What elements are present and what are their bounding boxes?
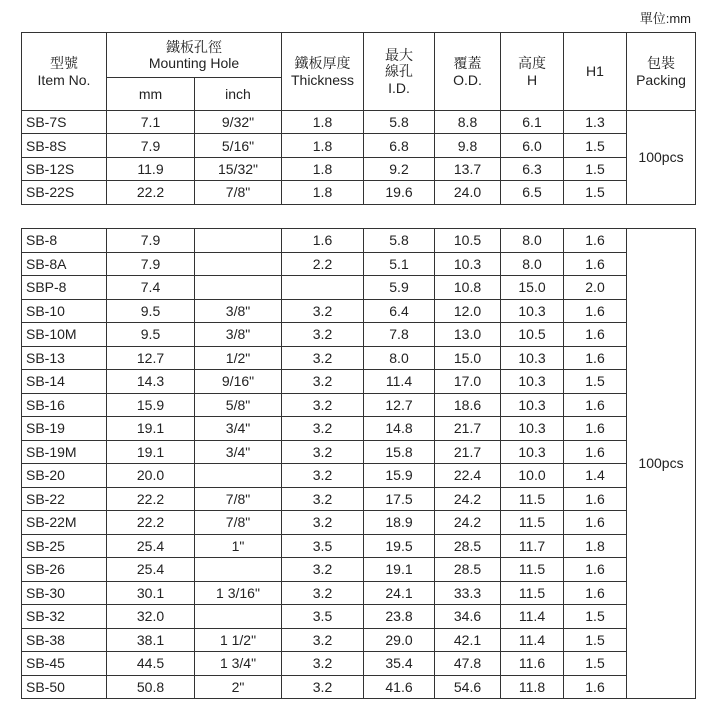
value-cell: 23.8 <box>364 605 435 629</box>
table-row <box>22 558 696 582</box>
value-cell: 11.4 <box>501 628 564 652</box>
value-cell: 17.0 <box>435 370 501 394</box>
value-cell: 3.2 <box>282 487 364 511</box>
value-cell: 3.2 <box>282 299 364 323</box>
value-cell: 11.5 <box>501 581 564 605</box>
value-cell <box>195 464 282 488</box>
value-cell: 14.8 <box>364 417 435 441</box>
value-cell: 3.2 <box>282 417 364 441</box>
value-cell: 5.8 <box>364 229 435 253</box>
value-cell: 10.8 <box>435 276 501 300</box>
value-cell: 47.8 <box>435 652 501 676</box>
value-cell: 5.1 <box>364 252 435 276</box>
value-cell: 11.8 <box>501 675 564 699</box>
item-no-cell: SB-38 <box>22 628 107 652</box>
value-cell: 6.4 <box>364 299 435 323</box>
value-cell: 2" <box>195 675 282 699</box>
value-cell: 9.5 <box>107 323 195 347</box>
table-row <box>22 276 696 300</box>
value-cell: 38.1 <box>107 628 195 652</box>
value-cell: 6.5 <box>501 181 564 204</box>
header-thickness-zh: 鐵板厚度 <box>294 55 351 72</box>
header-thickness <box>282 33 364 111</box>
value-cell: 1.8 <box>282 111 364 134</box>
value-cell: 1.6 <box>564 252 627 276</box>
value-cell: 1.5 <box>564 370 627 394</box>
value-cell: 22.2 <box>107 511 195 535</box>
packing-cell: 100pcs <box>627 111 696 205</box>
value-cell: 2.2 <box>282 252 364 276</box>
value-cell: 6.1 <box>501 111 564 134</box>
table-row <box>22 111 696 134</box>
table-row <box>22 652 696 676</box>
table-row <box>22 157 696 180</box>
table-row <box>22 487 696 511</box>
value-cell: 7.9 <box>107 134 195 157</box>
header-id <box>364 33 435 111</box>
value-cell: 35.4 <box>364 652 435 676</box>
header-item-en: Item No. <box>37 71 91 88</box>
value-cell: 6.3 <box>501 157 564 180</box>
table-row <box>22 417 696 441</box>
value-cell: 3.2 <box>282 558 364 582</box>
header-item-zh: 型號 <box>50 55 78 72</box>
value-cell: 10.3 <box>501 393 564 417</box>
value-cell: 3.2 <box>282 652 364 676</box>
value-cell: 10.3 <box>501 370 564 394</box>
item-no-cell: SB-25 <box>22 534 107 558</box>
item-no-cell: SB-10 <box>22 299 107 323</box>
header-mounting-zh: 鐵板孔徑 <box>166 38 222 55</box>
value-cell: 1.6 <box>564 393 627 417</box>
value-cell: 1.6 <box>564 511 627 535</box>
value-cell: 10.3 <box>501 299 564 323</box>
item-no-cell: SB-8 <box>22 229 107 253</box>
value-cell: 19.1 <box>107 440 195 464</box>
value-cell: 5.8 <box>364 111 435 134</box>
value-cell: 3.2 <box>282 511 364 535</box>
table-row <box>22 346 696 370</box>
value-cell: 7.4 <box>107 276 195 300</box>
item-no-cell: SB-12S <box>22 157 107 180</box>
value-cell: 20.0 <box>107 464 195 488</box>
value-cell <box>195 252 282 276</box>
value-cell: 11.7 <box>501 534 564 558</box>
table-row <box>22 181 696 204</box>
value-cell: 21.7 <box>435 440 501 464</box>
value-cell: 3/8" <box>195 299 282 323</box>
table-row <box>22 370 696 394</box>
value-cell: 9.5 <box>107 299 195 323</box>
value-cell: 24.2 <box>435 511 501 535</box>
value-cell: 11.9 <box>107 157 195 180</box>
table-row <box>22 628 696 652</box>
value-cell: 3.2 <box>282 464 364 488</box>
value-cell: 29.0 <box>364 628 435 652</box>
value-cell: 8.0 <box>501 252 564 276</box>
value-cell: 7/8" <box>195 511 282 535</box>
item-no-cell: SB-22 <box>22 487 107 511</box>
value-cell: 18.6 <box>435 393 501 417</box>
value-cell: 19.1 <box>107 417 195 441</box>
value-cell <box>282 276 364 300</box>
value-cell: 2.0 <box>564 276 627 300</box>
header-mounting-hole <box>107 33 282 78</box>
value-cell: 1.5 <box>564 181 627 204</box>
value-cell: 1.6 <box>564 299 627 323</box>
value-cell: 19.6 <box>364 181 435 204</box>
value-cell: 15.0 <box>501 276 564 300</box>
header-height <box>501 33 564 111</box>
header-od-en: O.D. <box>453 71 482 88</box>
item-no-cell: SB-13 <box>22 346 107 370</box>
value-cell: 17.5 <box>364 487 435 511</box>
unit-label: 單位:mm <box>639 11 691 26</box>
value-cell: 1.6 <box>282 229 364 253</box>
value-cell: 7/8" <box>195 487 282 511</box>
value-cell: 1/2" <box>195 346 282 370</box>
value-cell: 3/8" <box>195 323 282 347</box>
header-mm: mm <box>107 78 195 111</box>
value-cell: 3.5 <box>282 605 364 629</box>
table-row <box>22 134 696 157</box>
value-cell: 8.8 <box>435 111 501 134</box>
table-row <box>22 229 696 253</box>
value-cell: 44.5 <box>107 652 195 676</box>
value-cell: 5.9 <box>364 276 435 300</box>
value-cell: 1.5 <box>564 605 627 629</box>
value-cell: 13.7 <box>435 157 501 180</box>
item-no-cell: SB-14 <box>22 370 107 394</box>
header-height-zh: 高度 <box>518 55 546 72</box>
item-no-cell: SB-50 <box>22 675 107 699</box>
value-cell: 11.5 <box>501 487 564 511</box>
value-cell: 1.8 <box>282 181 364 204</box>
value-cell: 3.2 <box>282 628 364 652</box>
table-row <box>22 323 696 347</box>
item-no-cell: SB-26 <box>22 558 107 582</box>
item-no-cell: SB-32 <box>22 605 107 629</box>
value-cell: 11.4 <box>501 605 564 629</box>
value-cell: 7/8" <box>195 181 282 204</box>
value-cell: 28.5 <box>435 534 501 558</box>
value-cell: 1.6 <box>564 581 627 605</box>
header-mounting-en: Mounting Hole <box>148 55 240 71</box>
item-no-cell: SB-45 <box>22 652 107 676</box>
value-cell: 15.8 <box>364 440 435 464</box>
value-cell: 25.4 <box>107 558 195 582</box>
value-cell <box>195 229 282 253</box>
value-cell: 3.5 <box>282 534 364 558</box>
value-cell: 24.0 <box>435 181 501 204</box>
value-cell: 1.6 <box>564 675 627 699</box>
value-cell: 7.8 <box>364 323 435 347</box>
table-row <box>22 252 696 276</box>
value-cell: 10.3 <box>501 440 564 464</box>
value-cell: 1.5 <box>564 628 627 652</box>
value-cell: 12.7 <box>107 346 195 370</box>
header-od-zh: 覆蓋 <box>453 55 482 72</box>
value-cell: 1.6 <box>564 346 627 370</box>
item-no-cell: SB-20 <box>22 464 107 488</box>
value-cell: 18.9 <box>364 511 435 535</box>
value-cell: 15/32" <box>195 157 282 180</box>
value-cell: 3/4" <box>195 440 282 464</box>
value-cell: 3.2 <box>282 370 364 394</box>
item-no-cell: SB-22S <box>22 181 107 204</box>
value-cell: 33.3 <box>435 581 501 605</box>
value-cell <box>195 605 282 629</box>
header-od <box>435 33 501 111</box>
value-cell: 14.3 <box>107 370 195 394</box>
item-no-cell: SB-16 <box>22 393 107 417</box>
value-cell: 22.4 <box>435 464 501 488</box>
value-cell: 7.1 <box>107 111 195 134</box>
value-cell: 25.4 <box>107 534 195 558</box>
value-cell: 11.5 <box>501 558 564 582</box>
item-no-cell: SB-8A <box>22 252 107 276</box>
header-inch: inch <box>195 78 282 111</box>
value-cell: 1" <box>195 534 282 558</box>
value-cell: 1 1/2" <box>195 628 282 652</box>
spec-table-standard <box>21 32 696 205</box>
table-row <box>22 299 696 323</box>
value-cell: 10.0 <box>501 464 564 488</box>
item-no-cell: SB-8S <box>22 134 107 157</box>
packing-cell: 100pcs <box>627 229 696 699</box>
value-cell: 42.1 <box>435 628 501 652</box>
value-cell: 7.9 <box>107 229 195 253</box>
value-cell: 1 3/16" <box>195 581 282 605</box>
table-row <box>22 393 696 417</box>
item-no-cell: SB-19 <box>22 417 107 441</box>
value-cell: 12.7 <box>364 393 435 417</box>
item-no-cell: SB-30 <box>22 581 107 605</box>
item-no-cell: SB-22M <box>22 511 107 535</box>
value-cell: 3.2 <box>282 440 364 464</box>
value-cell: 11.5 <box>501 511 564 535</box>
value-cell: 8.0 <box>501 229 564 253</box>
value-cell: 5/16" <box>195 134 282 157</box>
item-no-cell: SB-7S <box>22 111 107 134</box>
value-cell: 6.8 <box>364 134 435 157</box>
value-cell: 10.5 <box>435 229 501 253</box>
header-item-no <box>22 33 107 111</box>
value-cell: 1.4 <box>564 464 627 488</box>
value-cell: 3.2 <box>282 323 364 347</box>
value-cell: 1.5 <box>564 652 627 676</box>
header-id-en: I.D. <box>388 79 410 96</box>
value-cell: 9.8 <box>435 134 501 157</box>
item-no-cell: SB-10M <box>22 323 107 347</box>
value-cell: 1.6 <box>564 440 627 464</box>
value-cell: 13.0 <box>435 323 501 347</box>
value-cell: 22.2 <box>107 487 195 511</box>
item-no-cell: SB-19M <box>22 440 107 464</box>
header-h1: H1 <box>564 33 627 111</box>
value-cell: 1.6 <box>564 323 627 347</box>
header-packing <box>627 33 696 111</box>
value-cell: 24.2 <box>435 487 501 511</box>
table-row <box>22 464 696 488</box>
value-cell: 11.4 <box>364 370 435 394</box>
value-cell: 1.6 <box>564 417 627 441</box>
table-row <box>22 534 696 558</box>
value-cell: 19.1 <box>364 558 435 582</box>
value-cell: 15.9 <box>364 464 435 488</box>
header-height-en: H <box>526 71 538 88</box>
value-cell: 7.9 <box>107 252 195 276</box>
header-thickness-en: Thickness <box>290 71 355 88</box>
value-cell: 1.5 <box>564 134 627 157</box>
value-cell: 1.8 <box>282 134 364 157</box>
table-row <box>22 605 696 629</box>
value-cell: 9/32" <box>195 111 282 134</box>
value-cell: 12.0 <box>435 299 501 323</box>
value-cell: 1.6 <box>564 558 627 582</box>
value-cell: 9.2 <box>364 157 435 180</box>
value-cell: 5/8" <box>195 393 282 417</box>
value-cell <box>195 276 282 300</box>
value-cell: 8.0 <box>364 346 435 370</box>
value-cell: 34.6 <box>435 605 501 629</box>
value-cell: 50.8 <box>107 675 195 699</box>
value-cell: 3.2 <box>282 581 364 605</box>
value-cell: 10.3 <box>435 252 501 276</box>
value-cell: 6.0 <box>501 134 564 157</box>
value-cell: 1.6 <box>564 229 627 253</box>
value-cell: 1.5 <box>564 157 627 180</box>
header-packing-en: Packing <box>636 71 686 88</box>
table-row <box>22 440 696 464</box>
value-cell: 32.0 <box>107 605 195 629</box>
value-cell: 41.6 <box>364 675 435 699</box>
value-cell: 1.8 <box>564 534 627 558</box>
value-cell: 10.3 <box>501 417 564 441</box>
value-cell: 30.1 <box>107 581 195 605</box>
item-no-cell: SBP-8 <box>22 276 107 300</box>
header-id-zh2: 線孔 <box>385 63 413 80</box>
value-cell: 1 3/4" <box>195 652 282 676</box>
value-cell: 21.7 <box>435 417 501 441</box>
value-cell: 1.6 <box>564 487 627 511</box>
spec-table-regular <box>21 228 696 699</box>
table-row <box>22 511 696 535</box>
value-cell: 3.2 <box>282 675 364 699</box>
value-cell: 1.3 <box>564 111 627 134</box>
value-cell: 11.6 <box>501 652 564 676</box>
value-cell: 3.2 <box>282 393 364 417</box>
value-cell: 9/16" <box>195 370 282 394</box>
table-row <box>22 581 696 605</box>
value-cell: 22.2 <box>107 181 195 204</box>
value-cell: 28.5 <box>435 558 501 582</box>
header-packing-zh: 包裝 <box>647 55 675 72</box>
value-cell: 10.5 <box>501 323 564 347</box>
value-cell: 10.3 <box>501 346 564 370</box>
value-cell: 3.2 <box>282 346 364 370</box>
value-cell: 1.8 <box>282 157 364 180</box>
value-cell: 54.6 <box>435 675 501 699</box>
value-cell: 15.0 <box>435 346 501 370</box>
value-cell: 19.5 <box>364 534 435 558</box>
value-cell: 15.9 <box>107 393 195 417</box>
table-row <box>22 675 696 699</box>
value-cell: 24.1 <box>364 581 435 605</box>
value-cell <box>195 558 282 582</box>
header-id-zh1: 最大 <box>385 47 413 64</box>
value-cell: 3/4" <box>195 417 282 441</box>
